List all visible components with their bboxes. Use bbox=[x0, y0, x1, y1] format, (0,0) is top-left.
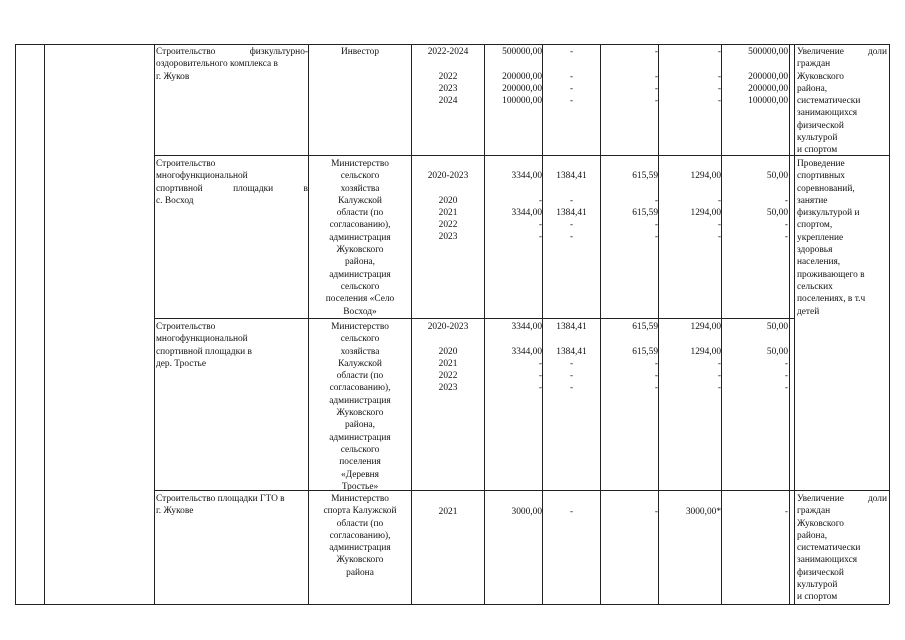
row2-result-line: Проведение bbox=[797, 159, 845, 169]
row2-col1 bbox=[485, 170, 542, 244]
row2-col1-line: - bbox=[538, 232, 542, 243]
row3-col4-line: - bbox=[717, 358, 721, 369]
row2-years-line: 2023 bbox=[438, 232, 458, 243]
row4-col2-line: - bbox=[569, 507, 574, 517]
row3-years-line: 2020-2023 bbox=[427, 322, 469, 332]
row1-executor bbox=[309, 46, 411, 58]
row3-executor-line: Жуковского bbox=[336, 408, 384, 419]
row3-executor-line: области (по bbox=[336, 371, 384, 382]
row1-col5-line: 100000,00 bbox=[748, 96, 788, 107]
row2-col3-line: 615,59 bbox=[632, 171, 658, 181]
row2-years-line: 2022 bbox=[438, 220, 458, 231]
row3-col2-line: - bbox=[569, 383, 574, 394]
row2-col5-line: - bbox=[784, 232, 788, 243]
row1-name-line: оздоровительного комплекса в bbox=[156, 59, 278, 70]
row2-col5-line bbox=[722, 182, 788, 194]
row3-executor-line: администрация bbox=[329, 432, 391, 443]
row3-col4-line: 1294,00 bbox=[690, 322, 721, 332]
row2-executor-line: района, bbox=[344, 257, 376, 268]
row2-executor-line: Министерство bbox=[331, 159, 389, 169]
row2-years-line: 2020 bbox=[438, 195, 458, 206]
row2-executor-line: поселения «Село bbox=[325, 294, 395, 305]
row1-col2-line: - bbox=[569, 96, 574, 107]
row4-years-line: 2021 bbox=[438, 507, 458, 517]
row2-executor-line: Жуковского bbox=[336, 245, 384, 256]
row2-col4-line bbox=[659, 182, 721, 194]
row3-col1-line: - bbox=[538, 358, 542, 369]
row2-col2 bbox=[543, 170, 600, 244]
row3-col3-line: - bbox=[654, 383, 658, 394]
row2-result-line: спортивных bbox=[797, 171, 845, 182]
row2-result-line: поселениях, в т.ч bbox=[797, 294, 866, 305]
row1-result-line: Жуковского bbox=[797, 71, 844, 82]
row2-result-line: спортом, bbox=[797, 220, 833, 231]
row4-result-line: района, bbox=[797, 530, 828, 541]
row3-executor-line: Калужской bbox=[338, 358, 382, 369]
row1-col3-line bbox=[601, 58, 658, 70]
row2-result bbox=[797, 158, 887, 318]
row4-result-line: и спортом bbox=[797, 592, 838, 603]
row1-years-line bbox=[412, 58, 484, 70]
row3-name-line: Строительство bbox=[156, 322, 216, 332]
row1-name-line: Строительство физкультурно- bbox=[156, 47, 308, 57]
row2-col3 bbox=[601, 170, 658, 244]
col-border bbox=[44, 44, 45, 604]
row3-years-line: 2021 bbox=[438, 358, 458, 369]
row3-col3-line: - bbox=[654, 358, 658, 369]
row4-executor bbox=[309, 493, 411, 579]
row3-col2-line: - bbox=[569, 358, 574, 369]
row2-result-line: укрепление bbox=[797, 232, 844, 243]
row4-executor-line: Жуковского bbox=[336, 555, 384, 566]
row3-col5-line: - bbox=[784, 358, 788, 369]
row2-name-line: Строительство bbox=[156, 159, 216, 169]
row2-years-line: 2021 bbox=[438, 207, 458, 218]
row4-name-line: г. Жукове bbox=[156, 506, 194, 517]
row1-years-line: 2023 bbox=[438, 83, 458, 94]
row3-executor-line: администрация bbox=[329, 395, 391, 406]
row2-name-line: спортивной площадки в bbox=[156, 183, 308, 194]
row4-col1-line: 3000,00 bbox=[511, 507, 542, 517]
row2-col1-line: - bbox=[538, 220, 542, 231]
row3-col4-line: 1294,00 bbox=[690, 346, 721, 357]
row2-name-line: с. Восход bbox=[156, 195, 194, 206]
row2-col1-line: 3344,00 bbox=[511, 171, 542, 181]
row2-executor-line: хозяйства bbox=[340, 183, 380, 194]
row3-executor-line: Тростье» bbox=[341, 481, 379, 492]
row3-years bbox=[412, 321, 484, 395]
row1-col3-line: - bbox=[654, 83, 658, 94]
row2-name bbox=[156, 158, 308, 207]
row-separator bbox=[154, 155, 889, 156]
row2-result-line: детей bbox=[797, 306, 820, 317]
row3-executor-line: района, bbox=[344, 420, 376, 431]
row3-col2-line: - bbox=[569, 371, 574, 382]
row1-col3-line: - bbox=[654, 71, 658, 82]
row2-col2-line: - bbox=[569, 195, 574, 206]
row2-col5-line: - bbox=[784, 195, 788, 206]
row1-col5-line: 500000,00 bbox=[748, 47, 788, 57]
row1-col1-line: 100000,00 bbox=[502, 96, 542, 107]
row2-col3-line: - bbox=[654, 195, 658, 206]
row1-result-line: физической bbox=[797, 120, 844, 131]
row3-col3 bbox=[601, 321, 658, 395]
row4-result-line: граждан bbox=[797, 506, 831, 517]
row3-col1-line bbox=[485, 333, 542, 345]
row3-name bbox=[156, 321, 308, 370]
row3-col5 bbox=[722, 321, 788, 395]
row1-col5-line: 200000,00 bbox=[748, 71, 788, 82]
row4-years bbox=[412, 506, 484, 518]
row3-col2-line: 1384,41 bbox=[556, 322, 587, 332]
row2-col5 bbox=[722, 170, 788, 244]
row3-years-line bbox=[412, 333, 484, 345]
row1-result-line: граждан bbox=[797, 59, 831, 70]
row2-result-line: сельских bbox=[797, 281, 833, 292]
row2-result-line: физкультурой и bbox=[797, 208, 860, 219]
row3-executor-line: хозяйства bbox=[340, 346, 380, 357]
col-border bbox=[15, 44, 16, 604]
row3-executor-line: согласованию), bbox=[329, 383, 391, 394]
row2-col3-line: 615,59 bbox=[632, 207, 658, 218]
row1-col1-line: 500000,00 bbox=[502, 47, 542, 57]
row1-col2-line: - bbox=[569, 83, 574, 94]
row4-col5-line: - bbox=[784, 507, 788, 517]
row1-col1 bbox=[485, 46, 542, 107]
row1-col4-line bbox=[659, 58, 721, 70]
row2-col4-line: - bbox=[717, 232, 721, 243]
row1-col5-line bbox=[722, 58, 788, 70]
row3-executor-line: сельского bbox=[340, 444, 380, 455]
row3-col3-line: 615,59 bbox=[632, 322, 658, 332]
row2-col4-line: - bbox=[717, 195, 721, 206]
row1-result bbox=[797, 46, 887, 157]
row4-col1 bbox=[485, 506, 542, 518]
row2-executor-line: согласованию), bbox=[329, 220, 391, 231]
row2-name-line: многофункциональной bbox=[156, 171, 248, 182]
row1-col2-line: - bbox=[569, 47, 574, 57]
row2-col2-line: - bbox=[569, 220, 574, 231]
row3-col5-line: 50,00 bbox=[766, 322, 788, 332]
row1-col4-line: - bbox=[717, 96, 721, 107]
row3-col2-line bbox=[543, 333, 600, 345]
row1-executor-text: Инвестор bbox=[340, 47, 380, 57]
row3-years-line: 2020 bbox=[438, 346, 458, 357]
row3-col5-line bbox=[722, 333, 788, 345]
row2-col3-line bbox=[601, 182, 658, 194]
row4-executor-line: спорта Калужской bbox=[323, 506, 397, 517]
row2-executor-line: администрация bbox=[329, 232, 391, 243]
row2-col1-line: - bbox=[538, 195, 542, 206]
row2-result-line: занятие bbox=[797, 195, 828, 206]
row4-col3-line: - bbox=[654, 507, 658, 517]
row2-executor-line: области (по bbox=[336, 208, 384, 219]
row2-col4-line: 1294,00 bbox=[690, 171, 721, 181]
row1-col4-line: - bbox=[717, 71, 721, 82]
row2-col3-line: - bbox=[654, 220, 658, 231]
row1-result-line: Увеличение доли bbox=[797, 47, 887, 57]
row1-col4-line: - bbox=[717, 47, 721, 57]
row2-col2-line: - bbox=[569, 232, 574, 243]
row4-name-line: Строительство площадки ГТО в bbox=[156, 494, 285, 504]
row2-col5-line: - bbox=[784, 220, 788, 231]
row4-result-line: Увеличение доли bbox=[797, 494, 887, 504]
col-border bbox=[794, 44, 795, 604]
row4-name bbox=[156, 493, 308, 518]
row2-col2-line bbox=[543, 182, 600, 194]
row1-years-line: 2022-2024 bbox=[427, 47, 469, 57]
row4-result-line: физической bbox=[797, 567, 844, 578]
row3-col4-line: - bbox=[717, 371, 721, 382]
row3-col1-line: - bbox=[538, 383, 542, 394]
row3-col1-line: 3344,00 bbox=[511, 322, 542, 332]
row1-result-line: и спортом bbox=[797, 145, 838, 156]
row4-executor-line: Министерство bbox=[331, 494, 389, 504]
row3-col4-line bbox=[659, 333, 721, 345]
row4-col3 bbox=[601, 506, 658, 518]
row3-col1-line: - bbox=[538, 371, 542, 382]
row2-col3-line: - bbox=[654, 232, 658, 243]
table-top-border bbox=[15, 44, 889, 45]
col-border bbox=[789, 44, 790, 604]
row2-col1-line: 3344,00 bbox=[511, 207, 542, 218]
row3-years-line: 2022 bbox=[438, 371, 458, 382]
row1-col1-line: 200000,00 bbox=[502, 83, 542, 94]
row1-col3-line: - bbox=[654, 47, 658, 57]
row2-years bbox=[412, 170, 484, 244]
row1-col2 bbox=[543, 46, 600, 107]
row2-years-line: 2020-2023 bbox=[427, 171, 469, 181]
row2-executor-line: сельского bbox=[340, 281, 380, 292]
row4-executor-line: области (по bbox=[336, 518, 384, 529]
row3-col1 bbox=[485, 321, 542, 395]
row2-executor bbox=[309, 158, 411, 318]
row3-executor-line: «Деревня bbox=[341, 469, 379, 480]
row1-col5 bbox=[722, 46, 788, 107]
row1-result-line: занимающихся bbox=[797, 108, 858, 119]
row4-executor-line: администрация bbox=[329, 543, 391, 554]
row2-col2-line: 1384,41 bbox=[556, 207, 587, 218]
row3-years-line: 2023 bbox=[438, 383, 458, 394]
row1-col1-line bbox=[485, 58, 542, 70]
row3-col2-line: 1384,41 bbox=[556, 346, 587, 357]
col-border bbox=[154, 44, 155, 604]
row1-col2-line: - bbox=[569, 71, 574, 82]
row4-executor-line: района bbox=[346, 567, 374, 578]
row1-years-line: 2022 bbox=[438, 71, 458, 82]
row3-executor-line: Министерство bbox=[331, 322, 389, 332]
row3-col1-line: 3344,00 bbox=[511, 346, 542, 357]
row2-result-line: проживающего в bbox=[797, 269, 865, 280]
row2-executor-line: Восход» bbox=[343, 306, 377, 317]
row1-col3 bbox=[601, 46, 658, 107]
row3-name-line: спортивной площадки в bbox=[156, 346, 252, 357]
row2-executor-line: администрация bbox=[329, 269, 391, 280]
row3-col3-line: - bbox=[654, 371, 658, 382]
row-separator bbox=[154, 318, 794, 319]
row2-col4-line: 1294,00 bbox=[690, 207, 721, 218]
row4-result bbox=[797, 493, 887, 604]
row2-col4-line: - bbox=[717, 220, 721, 231]
row2-col1-line bbox=[485, 182, 542, 194]
row3-col4 bbox=[659, 321, 721, 395]
row1-years-line: 2024 bbox=[438, 96, 458, 107]
row3-col3-line bbox=[601, 333, 658, 345]
row1-years bbox=[412, 46, 484, 107]
row2-years-line bbox=[412, 182, 484, 194]
row3-name-line: многофункциональной bbox=[156, 334, 248, 345]
row2-executor-line: Калужской bbox=[338, 195, 382, 206]
row4-col2 bbox=[543, 506, 600, 518]
row4-col4 bbox=[659, 506, 721, 518]
col-border bbox=[889, 44, 890, 604]
row1-result-line: района, bbox=[797, 83, 828, 94]
row4-result-line: Жуковского bbox=[797, 518, 844, 529]
row2-result-line: населения, bbox=[797, 257, 841, 268]
row3-executor-line: поселения bbox=[339, 457, 381, 468]
row2-executor-line: сельского bbox=[340, 171, 380, 182]
row1-name-line: г. Жуков bbox=[156, 71, 190, 82]
row2-col2-line: 1384,41 bbox=[556, 171, 587, 181]
row1-result-line: культурой bbox=[797, 133, 838, 144]
row2-col5-line: 50,00 bbox=[766, 207, 788, 218]
row4-executor-line: согласованию), bbox=[329, 530, 391, 541]
row4-col4-line: 3000,00* bbox=[685, 507, 721, 517]
row4-result-line: занимающихся bbox=[797, 555, 858, 566]
row3-col3-line: 615,59 bbox=[632, 346, 658, 357]
row3-col5-line: - bbox=[784, 371, 788, 382]
row1-col5-line: 200000,00 bbox=[748, 83, 788, 94]
row3-col5-line: 50,00 bbox=[766, 346, 788, 357]
row3-executor bbox=[309, 321, 411, 493]
row1-col3-line: - bbox=[654, 96, 658, 107]
row1-result-line: систематически bbox=[797, 96, 861, 107]
row4-result-line: систематически bbox=[797, 543, 861, 554]
row2-result-line: здоровья bbox=[797, 245, 833, 256]
row3-col4-line: - bbox=[717, 383, 721, 394]
row1-col4 bbox=[659, 46, 721, 107]
row2-result-line: соревнований, bbox=[797, 183, 855, 194]
row3-col2 bbox=[543, 321, 600, 395]
row3-col5-line: - bbox=[784, 383, 788, 394]
row3-executor-line: сельского bbox=[340, 334, 380, 345]
row1-col2-line bbox=[543, 58, 600, 70]
row1-name bbox=[156, 46, 308, 83]
table-bottom-border bbox=[15, 604, 889, 605]
row4-col5 bbox=[722, 506, 788, 518]
row2-col5-line: 50,00 bbox=[766, 171, 788, 181]
row1-col4-line: - bbox=[717, 83, 721, 94]
row-separator bbox=[154, 490, 889, 491]
row1-col1-line: 200000,00 bbox=[502, 71, 542, 82]
row3-name-line: дер. Тростье bbox=[156, 358, 206, 369]
row4-result-line: культурой bbox=[797, 580, 838, 591]
row2-col4 bbox=[659, 170, 721, 244]
